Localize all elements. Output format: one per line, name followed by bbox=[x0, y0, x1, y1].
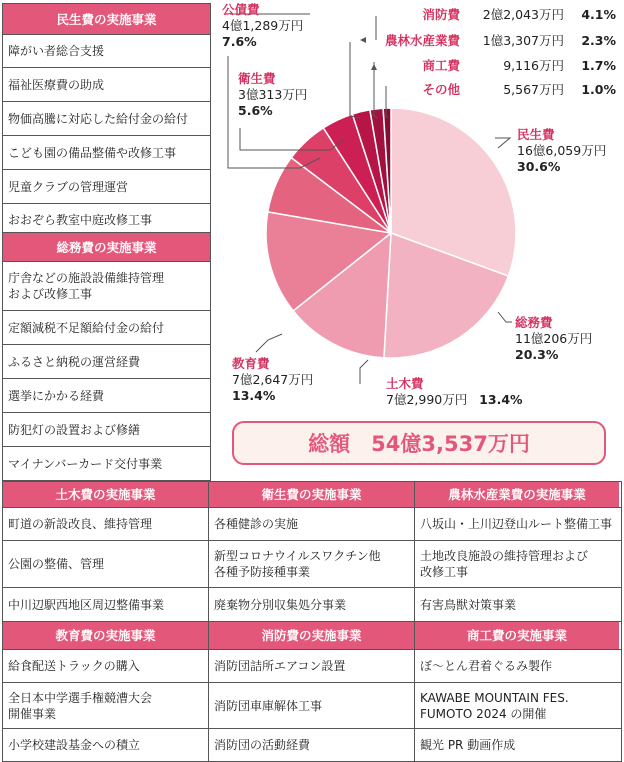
list-item: マイナンバーカード交付事業 bbox=[3, 447, 210, 481]
list-item: ふるさと納税の運営経費 bbox=[3, 345, 210, 379]
somu-projects-table bbox=[2, 232, 211, 481]
label-shobo-title: 消防費 bbox=[422, 7, 460, 22]
table-cell: 観光 PR 動画作成 bbox=[420, 738, 516, 752]
label-minsei-title: 民生費 bbox=[517, 127, 555, 142]
list-item: 選挙にかかる経費 bbox=[3, 379, 210, 413]
header-shoko: 商工費の実施事業 bbox=[415, 622, 619, 649]
table-cell: 中川辺駅西地区周辺整備事業 bbox=[3, 588, 209, 621]
label-shoko bbox=[375, 58, 620, 74]
label-koukai-pct: 7.6% bbox=[222, 34, 257, 49]
table-row bbox=[3, 508, 621, 541]
leader-line-doboku bbox=[360, 360, 368, 384]
label-shoko-title: 商工費 bbox=[422, 58, 460, 73]
table-cell: 各種健診の実施 bbox=[209, 508, 415, 540]
list-item: 児童クラブの管理運営 bbox=[3, 170, 210, 204]
table-cell: 消防団詰所エアコン設置 bbox=[209, 650, 415, 682]
list-item: 物価高騰に対応した給付金の給付 bbox=[3, 102, 210, 136]
table-cell: 小学校建設基金への積立 bbox=[3, 729, 209, 761]
label-doboku-title: 土木費 bbox=[386, 376, 424, 391]
label-minsei-amount: 16億6,059万円 bbox=[517, 143, 607, 158]
header-norin: 農林水産業費の実施事業 bbox=[415, 482, 619, 507]
label-sonota-pct: 1.0% bbox=[581, 82, 616, 97]
label-shoko-pct: 1.7% bbox=[581, 58, 616, 73]
table-cell: 八坂山・上川辺登山ルート整備工事 bbox=[420, 517, 613, 531]
label-somu-pct: 20.3% bbox=[515, 347, 559, 362]
leader-line-norin bbox=[350, 42, 360, 118]
list-item: 障がい者総合支援 bbox=[3, 35, 210, 68]
label-somu-title: 総務費 bbox=[515, 315, 553, 330]
label-eisei-title: 衛生費 bbox=[238, 71, 276, 86]
table-cell: 廃棄物分別収集処分事業 bbox=[209, 588, 415, 621]
header-doboku: 土木費の実施事業 bbox=[3, 482, 209, 507]
leader-line-kyoiku bbox=[256, 334, 282, 352]
table-row bbox=[3, 683, 621, 729]
label-kyoiku-pct: 13.4% bbox=[232, 388, 276, 403]
list-item: 福祉医療費の助成 bbox=[3, 68, 210, 102]
label-shoko-amount: 9,116万円 bbox=[503, 58, 564, 73]
label-eisei bbox=[238, 71, 307, 119]
table-cell: KAWABE MOUNTAIN FES. FUMOTO 2024 の開催 bbox=[420, 690, 569, 721]
label-shobo-pct: 4.1% bbox=[581, 7, 616, 22]
list-item: 定額減税不足額給付金の給付 bbox=[3, 311, 210, 345]
label-eisei-pct: 5.6% bbox=[238, 103, 273, 118]
label-kyoiku bbox=[232, 356, 313, 404]
label-doboku-pct: 13.4% bbox=[479, 392, 523, 407]
label-shobo-amount: 2億2,043万円 bbox=[482, 7, 564, 22]
label-minsei bbox=[517, 127, 606, 175]
table-cell: 公園の整備、管理 bbox=[3, 541, 209, 587]
table-row bbox=[3, 588, 621, 622]
label-somu bbox=[515, 315, 592, 363]
label-doboku-amount: 7億2,990万円 bbox=[386, 392, 468, 407]
label-norin-title: 農林水産業費 bbox=[384, 33, 460, 48]
grid-header-row bbox=[3, 482, 621, 508]
table-row bbox=[3, 729, 621, 762]
table-cell: 町道の新設改良、維持管理 bbox=[3, 508, 209, 540]
label-minsei-pct: 30.6% bbox=[517, 159, 561, 174]
label-sonota bbox=[375, 82, 620, 98]
leader-line-somu bbox=[498, 312, 512, 322]
label-doboku bbox=[386, 376, 523, 408]
header-eisei: 衛生費の実施事業 bbox=[209, 482, 415, 507]
total-amount-box: 総額 54億3,537万円 bbox=[232, 421, 606, 465]
somu-projects-header: 総務費の実施事業 bbox=[3, 233, 210, 262]
label-norin-amount: 1億3,307万円 bbox=[482, 33, 564, 48]
label-koukai-title: 公債費 bbox=[222, 2, 260, 17]
list-item: 庁舎などの施設設備維持管理 および改修工事 bbox=[3, 262, 210, 311]
label-sonota-amount: 5,567万円 bbox=[503, 82, 564, 97]
list-item: 防犯灯の設置および修繕 bbox=[3, 413, 210, 447]
label-kyoiku-amount: 7億2,647万円 bbox=[232, 372, 314, 387]
minsei-projects-table bbox=[2, 3, 211, 237]
label-somu-amount: 11億206万円 bbox=[515, 331, 593, 346]
table-cell: 土地改良施設の維持管理および 改修工事 bbox=[420, 549, 589, 579]
leader-line-minsei bbox=[495, 138, 510, 148]
list-item: こども園の備品整備や改修工事 bbox=[3, 136, 210, 170]
table-row bbox=[3, 541, 621, 588]
label-eisei-amount: 3億313万円 bbox=[238, 87, 308, 102]
table-cell: 給食配送トラックの購入 bbox=[3, 650, 209, 682]
minsei-projects-header: 民生費の実施事業 bbox=[3, 4, 210, 35]
label-koukai-amount: 4億1,289万円 bbox=[222, 18, 304, 33]
label-koukai bbox=[222, 2, 303, 50]
label-norin-pct: 2.3% bbox=[581, 33, 616, 48]
grid-header-row bbox=[3, 622, 621, 650]
projects-grid bbox=[2, 481, 622, 762]
label-kyoiku-title: 教育費 bbox=[232, 356, 270, 371]
header-kyoiku: 教育費の実施事業 bbox=[3, 622, 209, 649]
label-sonota-title: その他 bbox=[422, 82, 460, 97]
label-shobo bbox=[375, 7, 620, 23]
table-cell: 消防団車庫解体工事 bbox=[209, 683, 415, 728]
list-item: おおぞら教室中庭改修工事 bbox=[3, 204, 210, 237]
table-row bbox=[3, 650, 621, 683]
table-cell: 有害鳥獣対策事業 bbox=[420, 597, 517, 612]
table-cell: 消防団の活動経費 bbox=[209, 729, 415, 761]
table-cell: 新型コロナウイルスワクチン他 各種予防接種事業 bbox=[209, 541, 415, 587]
table-cell: ぼ～とん君着ぐるみ製作 bbox=[420, 659, 553, 673]
label-norin bbox=[335, 33, 620, 49]
table-cell: 全日本中学選手権競漕大会 開催事業 bbox=[3, 683, 209, 728]
header-shobo: 消防費の実施事業 bbox=[209, 622, 415, 649]
